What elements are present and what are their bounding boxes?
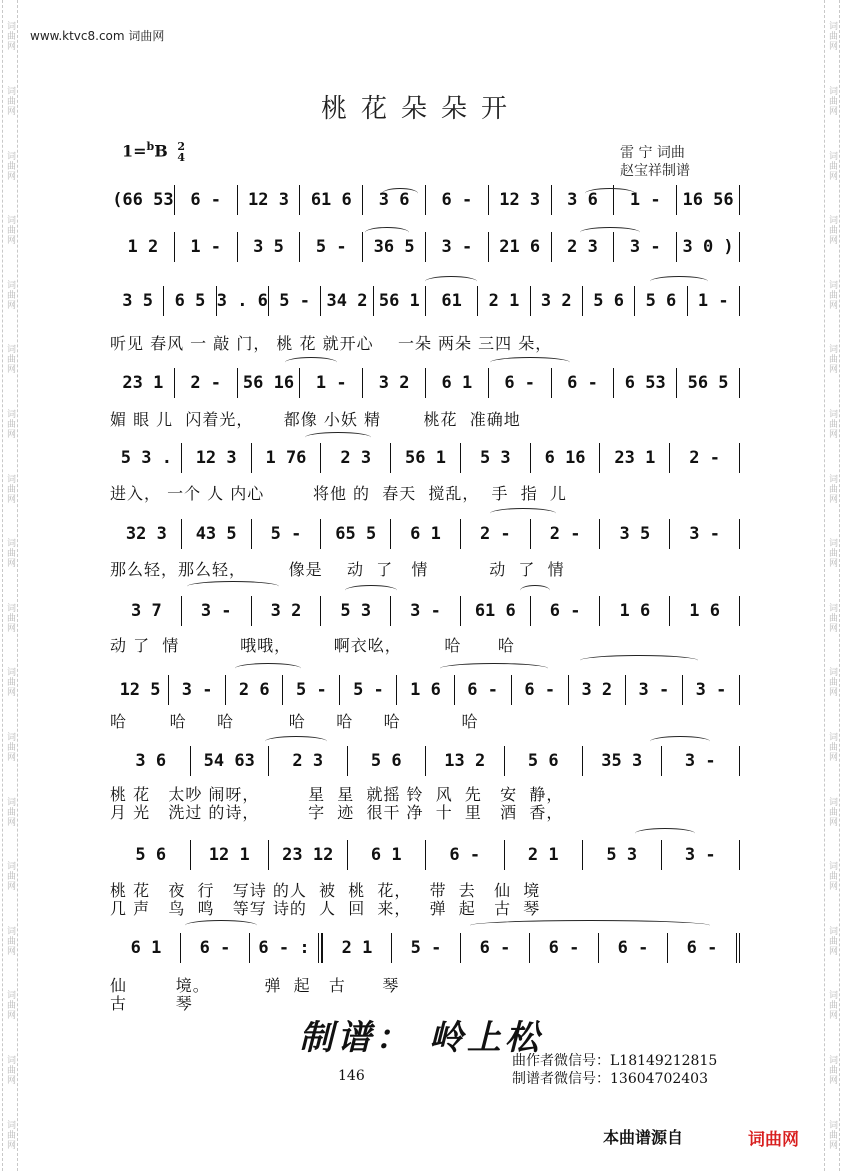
measure: 3 - bbox=[661, 840, 741, 870]
time-top: 2 bbox=[177, 139, 186, 153]
watermark-text: 词曲网 bbox=[827, 990, 837, 1021]
measure: 6 - bbox=[529, 933, 598, 963]
slur-mark bbox=[580, 227, 640, 238]
measure: 6 - bbox=[454, 675, 511, 705]
measure: 2 1 bbox=[504, 840, 583, 870]
measure: 6 - bbox=[511, 675, 568, 705]
watermark-text: 词曲网 bbox=[5, 21, 15, 52]
measure: (66 53 bbox=[112, 190, 174, 210]
measure: 56 1 bbox=[390, 443, 460, 473]
measure: 3 7 bbox=[131, 601, 162, 621]
measure: 6 - bbox=[425, 840, 504, 870]
measure: 3 - bbox=[390, 596, 460, 626]
measure: 5 - bbox=[282, 675, 339, 705]
composer-wechat: 曲作者微信号：L18149212815 bbox=[512, 1053, 718, 1069]
watermark-text: 词曲网 bbox=[5, 473, 15, 504]
lyric-line: 月 光 洗过 的诗， 字 迹 很干 净 十 里 酒 香， bbox=[110, 803, 564, 822]
measure: 2 3 bbox=[320, 443, 390, 473]
measure: 34 2 bbox=[320, 286, 372, 316]
measure: 2 6 bbox=[225, 675, 282, 705]
measure: 5 - bbox=[339, 675, 396, 705]
measure: 6 - bbox=[551, 368, 614, 398]
measure: 3 5 bbox=[237, 232, 300, 262]
site-url[interactable]: www.ktvc8.com 词曲网 bbox=[30, 29, 165, 43]
arranger-signature: 制谱： 岭上松 bbox=[299, 1018, 543, 1058]
slur-mark bbox=[285, 357, 337, 368]
lyric-line: 听见 春风 一 敲 门， 桃 花 就开心 一朵 两朵 三四 朵， bbox=[110, 334, 553, 353]
slur-mark bbox=[585, 188, 635, 199]
right-watermark-strip bbox=[824, 0, 840, 1171]
measure: 2 1 bbox=[322, 933, 391, 963]
notation-row bbox=[112, 933, 740, 963]
source-label: 本曲谱源自 bbox=[603, 1128, 684, 1147]
measure: 5 3 . bbox=[120, 448, 172, 468]
measure: 6 1 bbox=[347, 840, 426, 870]
measure: 1 - bbox=[687, 286, 740, 316]
slur-mark bbox=[382, 188, 418, 199]
song-title: 桃花朵朵开 bbox=[320, 94, 521, 124]
measure: 5 - bbox=[391, 933, 460, 963]
watermark-text: 词曲网 bbox=[5, 85, 15, 116]
slur-mark bbox=[235, 663, 301, 674]
measure: 2 - bbox=[460, 519, 530, 549]
watermark-text: 词曲网 bbox=[5, 925, 15, 956]
measure: 61 bbox=[425, 286, 477, 316]
notation-row bbox=[112, 596, 740, 626]
measure: 3 - bbox=[181, 596, 251, 626]
measure: 43 5 bbox=[181, 519, 251, 549]
watermark-text: 词曲网 bbox=[827, 861, 837, 892]
slur-mark bbox=[635, 828, 695, 839]
measure: 6 - bbox=[488, 368, 551, 398]
lyric-line: 桃 花 夜 行 写诗 的人 被 桃 花， 带 去 仙 境 bbox=[110, 881, 541, 900]
watermark-text: 词曲网 bbox=[5, 861, 15, 892]
watermark-text: 词曲网 bbox=[5, 279, 15, 310]
watermark-text: 词曲网 bbox=[827, 796, 837, 827]
measure: 16 56 bbox=[676, 185, 740, 215]
lyric-line: 仙 境。 弹 起 古 琴 bbox=[110, 976, 400, 995]
watermark-text: 词曲网 bbox=[5, 538, 15, 569]
slur-mark bbox=[425, 276, 477, 287]
measure: 12 3 bbox=[237, 185, 300, 215]
arranger-wechat: 制谱者微信号：13604702403 bbox=[512, 1071, 708, 1087]
lyric-line: 进入， 一个 人 内心 将他 的 春天 搅乱， 手 指 儿 bbox=[110, 484, 567, 503]
measure: 2 - bbox=[530, 519, 600, 549]
measure: 3 6 bbox=[551, 185, 614, 215]
measure: 32 3 bbox=[125, 524, 167, 544]
watermark-text: 词曲网 bbox=[827, 279, 837, 310]
measure: 1 - bbox=[613, 185, 676, 215]
measure: 3 - bbox=[669, 519, 740, 549]
brand-logo-text[interactable]: 词曲网 bbox=[748, 1130, 799, 1150]
measure: 5 3 bbox=[582, 840, 661, 870]
measure: 61 6 bbox=[299, 185, 362, 215]
measure: 1 6 bbox=[669, 596, 740, 626]
measure: 3 - bbox=[625, 675, 682, 705]
watermark-text: 词曲网 bbox=[827, 538, 837, 569]
measure: 6 - bbox=[598, 933, 667, 963]
watermark-text: 词曲网 bbox=[827, 1055, 837, 1086]
watermark-text: 词曲网 bbox=[827, 1119, 837, 1150]
slur-mark bbox=[490, 508, 556, 519]
measure: 2 - bbox=[174, 368, 237, 398]
measure: 56 5 bbox=[676, 368, 740, 398]
measure: 23 1 bbox=[122, 373, 164, 393]
lyric-line: 媚 眼 儿 闪着光， 都像 小妖 精 桃花 准确地 bbox=[110, 410, 521, 429]
measure: 3 5 bbox=[122, 291, 154, 311]
measure: 6 1 bbox=[425, 368, 488, 398]
measure: 5 - bbox=[299, 232, 362, 262]
credit-lyrics-music: 雷 宁 词曲 bbox=[620, 145, 685, 161]
measure: 6 16 bbox=[530, 443, 600, 473]
watermark-text: 词曲网 bbox=[827, 667, 837, 698]
lyric-line: 动 了 情 哦哦， 啊衣吆， 哈 哈 bbox=[110, 636, 515, 655]
measure: 6 - bbox=[530, 596, 600, 626]
key-note: B bbox=[154, 141, 168, 161]
measure: 2 1 bbox=[477, 286, 529, 316]
measure: 5 6 bbox=[582, 286, 634, 316]
left-watermark-strip bbox=[2, 0, 18, 1171]
measure: 6 - : bbox=[249, 933, 322, 963]
watermark-text: 词曲网 bbox=[5, 1055, 15, 1086]
measure: 35 3 bbox=[582, 746, 661, 776]
slur-mark bbox=[345, 585, 397, 596]
measure: 12 3 bbox=[181, 443, 251, 473]
lyric-line: 古 琴 bbox=[110, 994, 193, 1013]
measure: 1 - bbox=[299, 368, 362, 398]
measure: 3 - bbox=[661, 746, 741, 776]
measure: 54 63 bbox=[190, 746, 269, 776]
slur-mark bbox=[365, 227, 409, 238]
watermark-text: 词曲网 bbox=[5, 408, 15, 439]
measure: 6 53 bbox=[613, 368, 676, 398]
measure: 2 - bbox=[669, 443, 740, 473]
notation-row bbox=[112, 286, 740, 316]
measure: 1 6 bbox=[599, 596, 669, 626]
measure: 3 - bbox=[682, 675, 740, 705]
notation-row bbox=[112, 185, 740, 215]
measure: 6 - bbox=[460, 933, 529, 963]
measure: 5 6 bbox=[634, 286, 686, 316]
slur-mark bbox=[305, 432, 371, 443]
measure: 61 6 bbox=[460, 596, 530, 626]
measure: 5 6 bbox=[135, 845, 167, 865]
watermark-text: 词曲网 bbox=[827, 732, 837, 762]
slur-mark bbox=[520, 585, 550, 596]
measure: 12 5 bbox=[119, 680, 161, 700]
slur-mark bbox=[265, 736, 327, 747]
measure: 1 - bbox=[174, 232, 237, 262]
measure: 1 2 bbox=[127, 237, 159, 257]
measure: 65 5 bbox=[320, 519, 390, 549]
measure: 1 6 bbox=[396, 675, 453, 705]
measure: 2 3 bbox=[551, 232, 614, 262]
slur-mark bbox=[490, 357, 570, 368]
measure: 5 - bbox=[251, 519, 321, 549]
notation-row bbox=[112, 443, 740, 473]
credit-score: 赵宝祥制谱 bbox=[620, 163, 690, 179]
notation-row bbox=[112, 675, 740, 705]
measure: 5 3 bbox=[320, 596, 390, 626]
measure: 3 2 bbox=[251, 596, 321, 626]
measure: 3 2 bbox=[362, 368, 425, 398]
time-signature bbox=[177, 141, 185, 163]
measure: 3 2 bbox=[530, 286, 582, 316]
measure: 6 - bbox=[180, 933, 249, 963]
watermark-text: 词曲网 bbox=[5, 1119, 15, 1150]
slur-mark bbox=[440, 663, 548, 674]
lyric-line: 桃 花 太吵 闹呀， 星 星 就摇 铃 风 先 安 静， bbox=[110, 785, 564, 804]
flat-sign: b bbox=[146, 140, 155, 153]
measure: 6 1 bbox=[390, 519, 460, 549]
watermark-text: 词曲网 bbox=[5, 150, 15, 181]
measure: 6 - bbox=[667, 933, 740, 963]
measure: 3 - bbox=[168, 675, 225, 705]
page-number: 146 bbox=[338, 1068, 365, 1084]
measure: 3 0 ) bbox=[676, 232, 740, 262]
slur-mark bbox=[187, 581, 279, 592]
key-signature bbox=[122, 140, 185, 163]
notation-row bbox=[112, 368, 740, 398]
measure: 12 3 bbox=[488, 185, 551, 215]
watermark-text: 词曲网 bbox=[5, 732, 15, 762]
watermark-text: 词曲网 bbox=[827, 408, 837, 439]
measure: 6 1 bbox=[130, 938, 162, 958]
measure: 6 - bbox=[425, 185, 488, 215]
slur-mark bbox=[470, 920, 710, 931]
measure: 23 12 bbox=[268, 840, 347, 870]
measure: 36 5 bbox=[362, 232, 425, 262]
measure: 56 16 bbox=[237, 368, 300, 398]
watermark-text: 词曲网 bbox=[5, 990, 15, 1021]
slur-mark bbox=[185, 920, 257, 931]
notation-row bbox=[112, 232, 740, 262]
watermark-text: 词曲网 bbox=[5, 602, 15, 633]
measure: 23 1 bbox=[599, 443, 669, 473]
measure: 3 - bbox=[613, 232, 676, 262]
measure: 13 2 bbox=[425, 746, 504, 776]
measure: 3 . 6 bbox=[216, 286, 268, 316]
watermark-text: 词曲网 bbox=[827, 602, 837, 633]
slur-mark bbox=[650, 736, 710, 747]
measure: 5 - bbox=[268, 286, 320, 316]
measure: 3 6 bbox=[362, 185, 425, 215]
key-prefix: 1= bbox=[122, 141, 147, 161]
measure: 2 3 bbox=[268, 746, 347, 776]
watermark-text: 词曲网 bbox=[827, 85, 837, 116]
measure: 6 5 bbox=[163, 286, 215, 316]
slur-mark bbox=[580, 655, 698, 666]
watermark-text: 词曲网 bbox=[827, 344, 837, 375]
slur-mark bbox=[650, 276, 708, 287]
measure: 3 2 bbox=[568, 675, 625, 705]
watermark-text: 词曲网 bbox=[5, 796, 15, 827]
time-bottom: 4 bbox=[177, 150, 186, 164]
measure: 5 3 bbox=[460, 443, 530, 473]
measure: 6 - bbox=[174, 185, 237, 215]
lyric-line: 几 声 鸟 鸣 等写 诗的 人 回 来， 弹 起 古 琴 bbox=[110, 899, 541, 918]
measure: 1 76 bbox=[251, 443, 321, 473]
measure: 56 1 bbox=[373, 286, 425, 316]
measure: 3 6 bbox=[135, 751, 167, 771]
measure: 5 6 bbox=[504, 746, 583, 776]
notation-row bbox=[112, 746, 740, 776]
notation-row bbox=[112, 519, 740, 549]
watermark-text: 词曲网 bbox=[827, 925, 837, 956]
measure: 3 - bbox=[425, 232, 488, 262]
measure: 3 5 bbox=[599, 519, 669, 549]
watermark-text: 词曲网 bbox=[827, 215, 837, 246]
watermark-text: 词曲网 bbox=[5, 215, 15, 246]
lyric-line: 哈 哈 哈 哈 哈 哈 哈 bbox=[110, 712, 479, 731]
measure: 5 6 bbox=[347, 746, 426, 776]
notation-row bbox=[112, 840, 740, 870]
measure: 21 6 bbox=[488, 232, 551, 262]
measure: 12 1 bbox=[190, 840, 269, 870]
lyric-line: 那么轻，那么轻， 像是 动 了 情 动 了 情 bbox=[110, 560, 565, 579]
watermark-text: 词曲网 bbox=[827, 150, 837, 181]
watermark-text: 词曲网 bbox=[827, 21, 837, 52]
watermark-text: 词曲网 bbox=[5, 344, 15, 375]
watermark-text: 词曲网 bbox=[827, 473, 837, 504]
watermark-text: 词曲网 bbox=[5, 667, 15, 698]
